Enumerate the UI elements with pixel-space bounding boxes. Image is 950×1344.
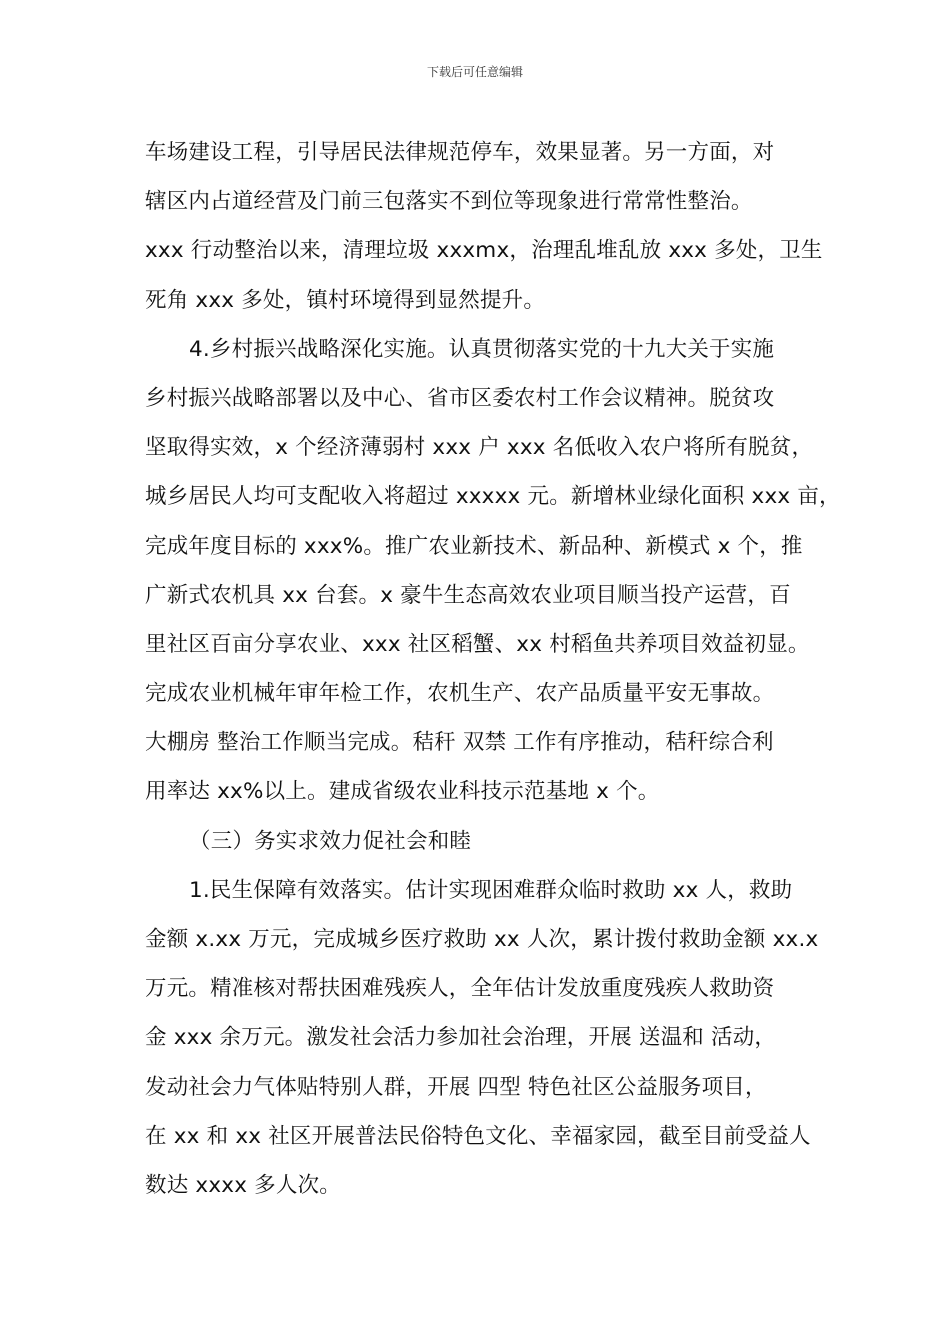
text-line: 完成年度目标的 xxx%。推广农业新技术、新品种、新模式 x 个，推 xyxy=(145,533,803,559)
text-line: 乡村振兴战略部署以及中心、省市区委农村工作会议精神。脱贫攻 xyxy=(145,385,775,411)
section-heading: （三）务实求效力促社会和睦 xyxy=(189,828,472,854)
text-line: 在 xx 和 xx 社区开展普法民俗特色文化、幸福家园，截至目前受益人 xyxy=(145,1123,811,1149)
page-header: 下载后可任意编辑 xyxy=(426,65,523,79)
text-line: 数达 xxxx 多人次。 xyxy=(145,1172,341,1198)
text-line: 死角 xxx 多处，镇村环境得到显然提升。 xyxy=(145,287,546,313)
text-line: 坚取得实效，x 个经济薄弱村 xxx 户 xxx 名低收入农户将所有脱贫， xyxy=(145,435,814,461)
text-line: 广新式农机具 xx 台套。x 豪牛生态高效农业项目顺当投产运营，百 xyxy=(145,582,791,608)
text-line: 辖区内占道经营及门前三包落实不到位等现象进行常常性整治。 xyxy=(145,189,753,215)
text-line: 车场建设工程，引导居民法律规范停车，效果显著。另一方面，对 xyxy=(145,140,775,165)
text-line: 里社区百亩分享农业、xxx 社区稻蟹、xx 村稻鱼共养项目效益初显。 xyxy=(145,631,810,657)
text-line: 城乡居民人均可支配收入将超过 xxxxx 元。新增林业绿化面积 xxx 亩， xyxy=(145,484,841,510)
text-line: 万元。精准核对帮扶困难残疾人，全年估计发放重度残疾人救助资 xyxy=(145,976,775,1002)
text-line: 金额 x.xx 万元，完成城乡医疗救助 xx 人次，累计拨付救助金额 xx.x xyxy=(145,927,819,952)
text-line: 用率达 xx%以上。建成省级农业科技示范基地 x 个。 xyxy=(145,779,660,805)
text-line: 发动社会力气体贴特别人群，开展 四型 特色社区公益服务项目， xyxy=(145,1074,767,1100)
paragraph-start-line: 1.民生保障有效落实。估计实现困难群众临时救助 xx 人，救助 xyxy=(189,877,793,903)
text-line: 金 xxx 余万元。激发社会活力参加社会治理，开展 送温和 活动， xyxy=(145,1025,777,1051)
text-line: 完成农业机械年审年检工作，农机生产、农产品质量平安无事故。 xyxy=(145,681,775,707)
paragraph-start-line: 4.乡村振兴战略深化实施。认真贯彻落实党的十九大关于实施 xyxy=(189,336,775,362)
text-line: xxx 行动整治以来，清理垃圾 xxxmx，治理乱堆乱放 xxx 多处，卫生 xyxy=(145,238,823,264)
text-line: 大棚房 整治工作顺当完成。秸秆 双禁 工作有序推动，秸秆综合利 xyxy=(145,730,774,756)
document-body xyxy=(145,128,841,1210)
